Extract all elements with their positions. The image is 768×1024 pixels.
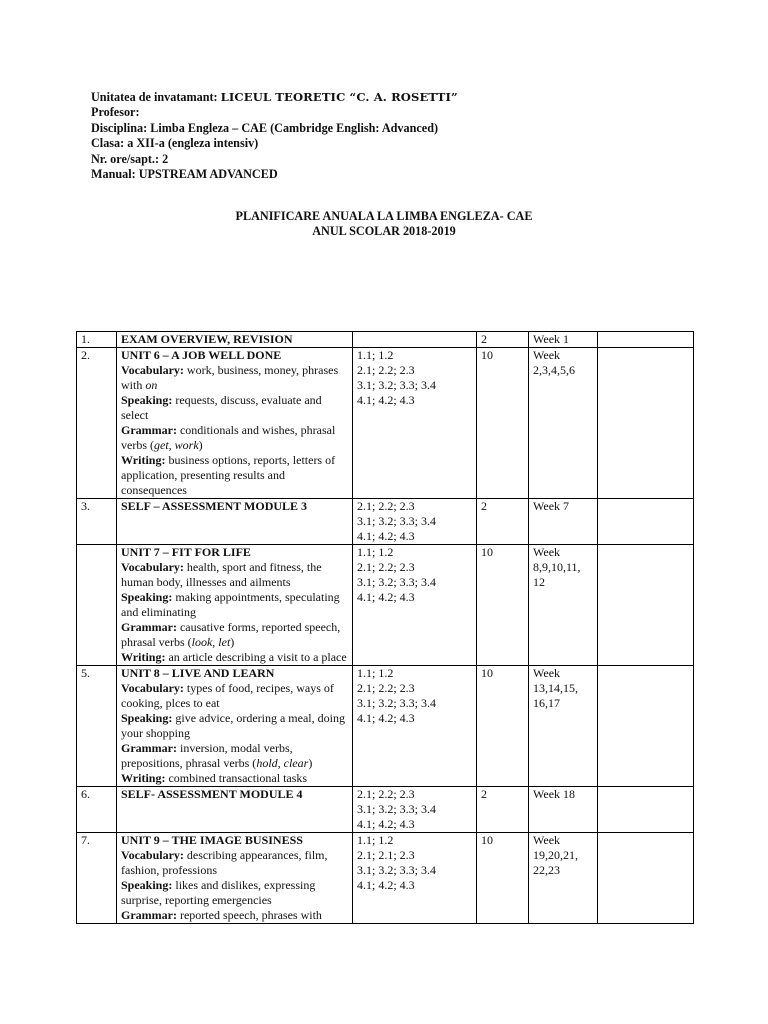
vocabulary-label: Vocabulary: — [121, 681, 184, 695]
row-number: 5. — [77, 666, 117, 787]
discipline-line: Disciplina: Limba Engleza – CAE (Cambridge English: Advanced) — [91, 120, 439, 135]
title-line-2: ANUL SCOLAR 2018-2019 — [312, 224, 456, 239]
observations — [598, 332, 694, 348]
unit-content — [117, 666, 353, 787]
grammar-end: ) — [198, 438, 203, 452]
grammar-end: ) — [230, 635, 235, 649]
vocabulary-line — [121, 848, 348, 878]
class-line: Clasa: a XII-a (engleza intensiv) — [91, 136, 259, 151]
unit-content — [117, 332, 353, 348]
speaking-line — [121, 711, 348, 741]
speaking-label: Speaking: — [121, 393, 173, 407]
speaking-text: give advice, ordering a meal, doing your shopping — [121, 711, 345, 740]
hours: 2 — [477, 332, 529, 348]
grammar-italic: get, work — [154, 438, 199, 452]
speaking-line — [121, 590, 348, 620]
unit-content — [117, 545, 353, 666]
title-line-1: PLANIFICARE ANUALA LA LIMBA ENGLEZA- CAE — [235, 209, 533, 223]
school-name: LICEUL TEORETIC “C. A. ROSETTI” — [220, 90, 458, 104]
speaking-text: requests, discuss, evaluate and select — [121, 393, 322, 422]
row-number: 2. — [77, 348, 117, 499]
vocabulary-text: health, sport and fitness, the human body, illnesses and ailments — [121, 560, 322, 589]
week: Week 2,3,4,5,6 — [529, 348, 598, 499]
row-number: 6. — [77, 787, 117, 833]
unit-title: UNIT 8 – LIVE AND LEARN — [121, 666, 275, 680]
week: Week 1 — [529, 332, 598, 348]
observations — [598, 833, 694, 924]
hours: 10 — [477, 833, 529, 924]
row-number: 1. — [77, 332, 117, 348]
unit-content — [117, 787, 353, 833]
writing-text: combined transactional tasks — [165, 771, 308, 785]
table-row — [77, 545, 694, 666]
table-row — [77, 833, 694, 924]
grammar-label: Grammar: — [121, 423, 177, 437]
row-number: 7. — [77, 833, 117, 924]
vocabulary-text: describing appearances, film, fashion, professions — [121, 848, 328, 877]
vocabulary-line — [121, 560, 348, 590]
unit-title: SELF- ASSESSMENT MODULE 4 — [121, 787, 303, 801]
observations — [598, 666, 694, 787]
vocabulary-line — [121, 363, 348, 393]
grammar-line — [121, 620, 348, 650]
vocabulary-label: Vocabulary: — [121, 363, 184, 377]
competences — [353, 332, 477, 348]
table-row — [77, 787, 694, 833]
vocabulary-label: Vocabulary: — [121, 560, 184, 574]
unit-title: UNIT 7 – FIT FOR LIFE — [121, 545, 251, 559]
grammar-label: Grammar: — [121, 620, 177, 634]
grammar-text: reported speech, phrases with — [176, 908, 322, 922]
hours-line: Nr. ore/sapt.: 2 — [91, 151, 169, 166]
observations — [598, 545, 694, 666]
vocabulary-text: work, business, money, phrases with — [121, 363, 339, 392]
grammar-text: causative forms, reported speech, phrasal verbs ( — [121, 620, 341, 649]
week: Week 13,14,15, 16,17 — [529, 666, 598, 787]
grammar-line — [121, 741, 348, 771]
competences: 1.1; 1.2 2.1; 2.2; 2.3 3.1; 3.2; 3.3; 3.4 4.1; 4.2; 4.3 — [353, 545, 477, 666]
row-number — [77, 545, 117, 666]
unit-title: SELF – ASSESSMENT MODULE 3 — [121, 499, 308, 513]
grammar-end: ) — [308, 756, 313, 770]
week: Week 18 — [529, 787, 598, 833]
speaking-line — [121, 878, 348, 908]
competences: 1.1; 1.2 2.1; 2.2; 2.3 3.1; 3.2; 3.3; 3.4 4.1; 4.2; 4.3 — [353, 348, 477, 499]
writing-line — [121, 771, 348, 786]
competences: 1.1; 1.2 2.1; 2.2; 2.3 3.1; 3.2; 3.3; 3.4 4.1; 4.2; 4.3 — [353, 666, 477, 787]
unit-title: EXAM OVERVIEW, REVISION — [121, 332, 293, 346]
grammar-line — [121, 423, 348, 453]
grammar-text: inversion, modal verbs, prepositions, phrasal verbs ( — [121, 741, 293, 770]
speaking-label: Speaking: — [121, 590, 173, 604]
hours: 2 — [477, 787, 529, 833]
hours: 2 — [477, 499, 529, 545]
planning-table — [76, 331, 694, 924]
hours: 10 — [477, 545, 529, 666]
teacher-line: Profesor: — [91, 105, 140, 120]
writing-label: Writing: — [121, 453, 166, 467]
school-label: Unitatea de invatamant: — [91, 90, 221, 104]
competences: 1.1; 1.2 2.1; 2.1; 2.3 3.1; 3.2; 3.3; 3.4 4.1; 4.2; 4.3 — [353, 833, 477, 924]
unit-title: UNIT 9 – THE IMAGE BUSINESS — [121, 833, 303, 847]
unit-content — [117, 348, 353, 499]
speaking-label: Speaking: — [121, 878, 173, 892]
school-line — [91, 90, 458, 105]
grammar-line — [121, 908, 348, 923]
unit-content — [117, 833, 353, 924]
competences: 2.1; 2.2; 2.3 3.1; 3.2; 3.3; 3.4 4.1; 4.2; 4.3 — [353, 787, 477, 833]
speaking-text: likes and dislikes, expressing surprise, reporting emergencies — [121, 878, 316, 907]
grammar-label: Grammar: — [121, 741, 177, 755]
unit-content — [117, 499, 353, 545]
table-row — [77, 666, 694, 787]
planning-table-body — [77, 332, 694, 924]
speaking-line — [121, 393, 348, 423]
table-row — [77, 332, 694, 348]
week: Week 8,9,10,11, 12 — [529, 545, 598, 666]
grammar-text: conditionals and wishes, phrasal verbs ( — [121, 423, 336, 452]
writing-text: an article describing a visit to a place — [165, 650, 347, 664]
writing-line — [121, 650, 348, 665]
table-row — [77, 499, 694, 545]
speaking-text: making appointments, speculating and eliminating — [121, 590, 340, 619]
vocabulary-text: types of food, recipes, ways of cooking, plces to eat — [121, 681, 334, 710]
hours: 10 — [477, 348, 529, 499]
writing-label: Writing: — [121, 650, 166, 664]
vocabulary-label: Vocabulary: — [121, 848, 184, 862]
observations — [598, 787, 694, 833]
speaking-label: Speaking: — [121, 711, 173, 725]
observations — [598, 348, 694, 499]
writing-text: business options, reports, letters of application, presenting results and consequences — [121, 453, 336, 497]
row-number: 3. — [77, 499, 117, 545]
hours: 10 — [477, 666, 529, 787]
writing-label: Writing: — [121, 771, 166, 785]
table-row — [77, 348, 694, 499]
manual-line: Manual: UPSTREAM ADVANCED — [91, 167, 278, 182]
writing-line — [121, 453, 348, 498]
week: Week 7 — [529, 499, 598, 545]
observations — [598, 499, 694, 545]
competences: 2.1; 2.2; 2.3 3.1; 3.2; 3.3; 3.4 4.1; 4.2; 4.3 — [353, 499, 477, 545]
document-title — [0, 209, 768, 240]
vocabulary-italic: on — [145, 378, 158, 392]
grammar-label: Grammar: — [121, 908, 177, 922]
grammar-italic: look, let — [191, 635, 231, 649]
week: Week 19,20,21, 22,23 — [529, 833, 598, 924]
unit-title: UNIT 6 – A JOB WELL DONE — [121, 348, 282, 362]
document-header — [91, 90, 458, 182]
grammar-italic: hold, clear — [256, 756, 309, 770]
vocabulary-line — [121, 681, 348, 711]
